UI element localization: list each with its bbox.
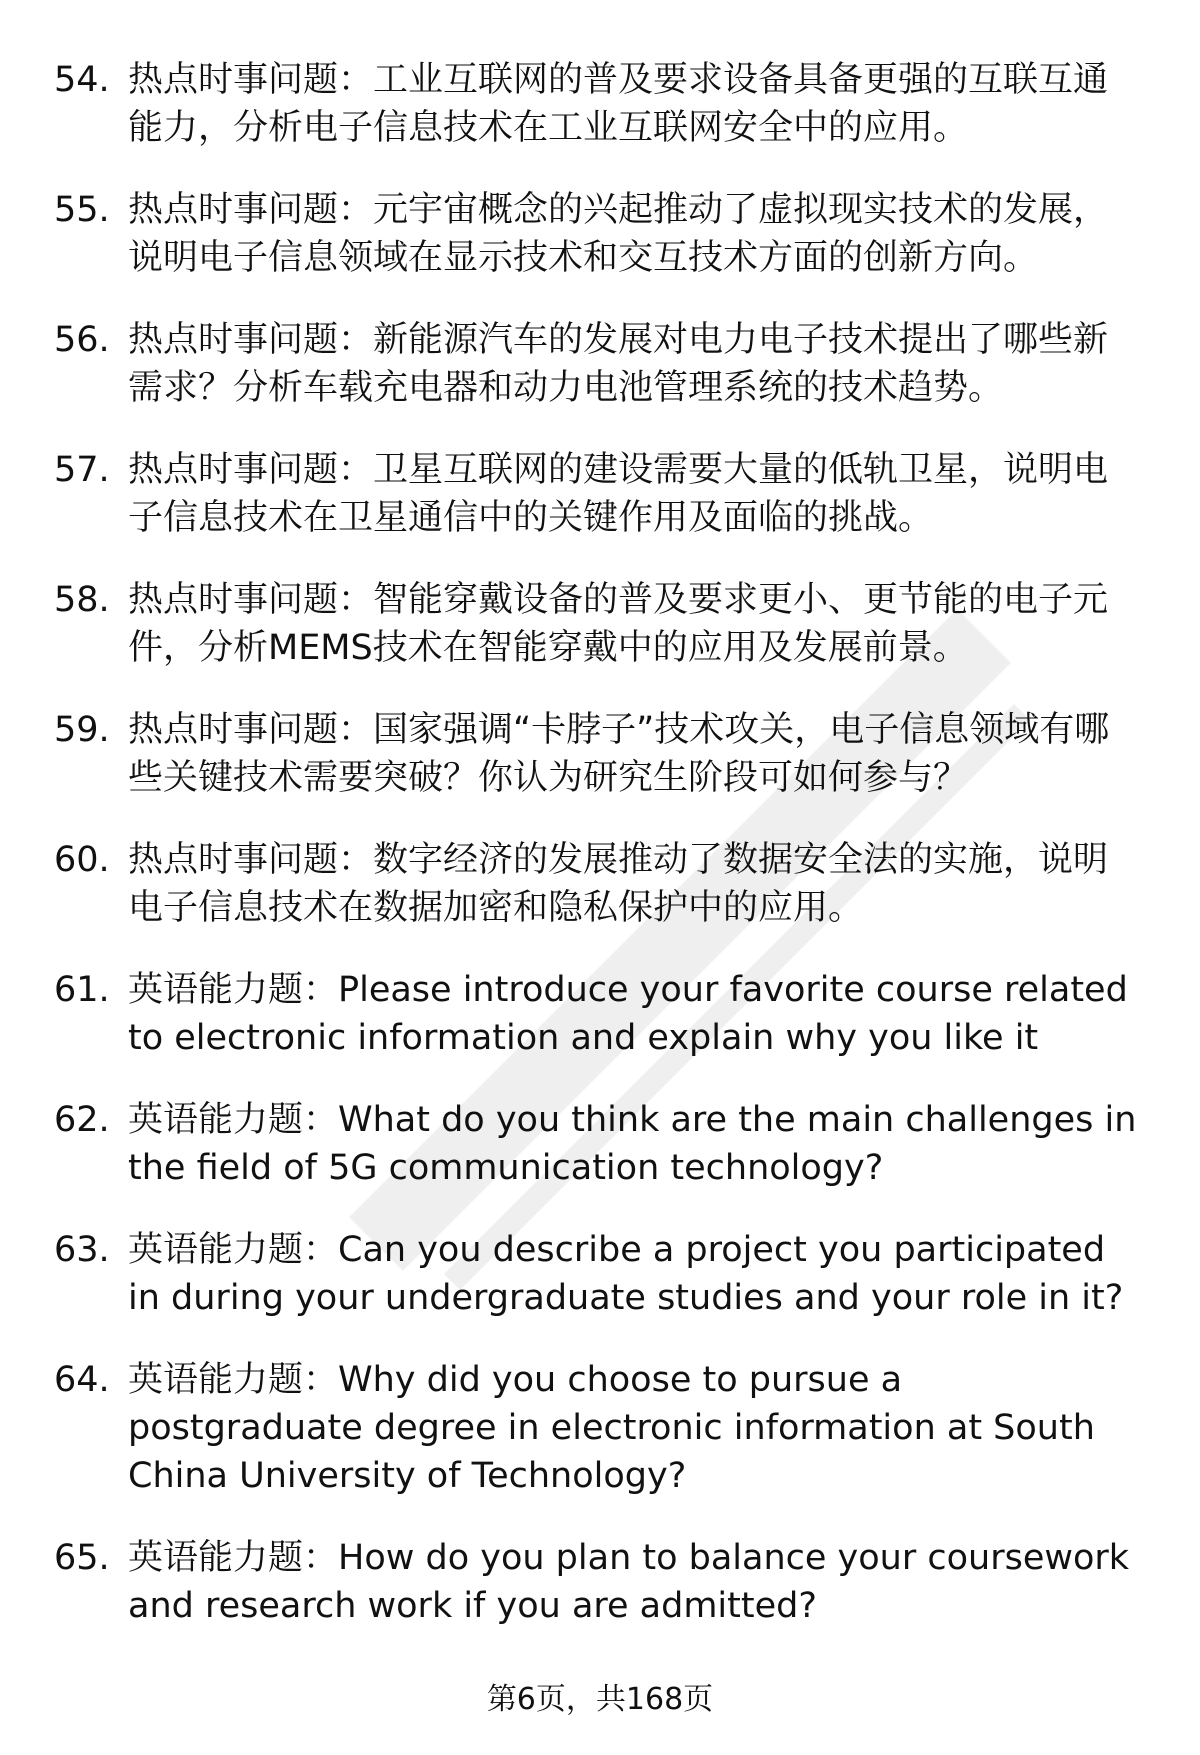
question-text: 热点时事问题：数字经济的发展推动了数据安全法的实施，说明电子信息技术在数据加密和隐私保护中的应用。 — [128, 840, 1109, 928]
question-number: 61. — [54, 970, 110, 1010]
question-number: 58. — [54, 580, 110, 620]
question-text: 英语能力题：Why did you choose to pursue a postgraduate degree in electronic information at South China University of Technology? — [128, 1360, 1095, 1496]
question-item — [54, 966, 1140, 1062]
question-item — [54, 446, 1140, 542]
question-item — [54, 1534, 1140, 1630]
question-number: 57. — [54, 450, 110, 490]
question-list — [54, 56, 1140, 1630]
question-item — [54, 316, 1140, 412]
question-text: 英语能力题：What do you think are the main challenges in the field of 5G communication technology? — [128, 1100, 1137, 1188]
question-item — [54, 836, 1140, 932]
question-item — [54, 576, 1140, 672]
question-number: 59. — [54, 710, 110, 750]
question-text: 热点时事问题：工业互联网的普及要求设备具备更强的互联互通能力，分析电子信息技术在工业互联网安全中的应用。 — [128, 60, 1109, 148]
question-item — [54, 56, 1140, 152]
page-footer: 第6页，共168页 — [486, 1682, 714, 1717]
question-number: 65. — [54, 1538, 110, 1578]
question-text: 热点时事问题：智能穿戴设备的普及要求更小、更节能的电子元件，分析MEMS技术在智能穿戴中的应用及发展前景。 — [128, 580, 1109, 668]
question-item — [54, 706, 1140, 802]
question-item — [54, 1096, 1140, 1192]
question-number: 54. — [54, 60, 110, 100]
question-text: 热点时事问题：新能源汽车的发展对电力电子技术提出了哪些新需求？分析车载充电器和动力电池管理系统的技术趋势。 — [128, 320, 1109, 408]
question-number: 55. — [54, 190, 110, 230]
question-text: 英语能力题：How do you plan to balance your coursework and research work if you are admitted? — [128, 1538, 1130, 1626]
question-text: 热点时事问题：卫星互联网的建设需要大量的低轨卫星，说明电子信息技术在卫星通信中的关键作用及面临的挑战。 — [128, 450, 1109, 538]
question-number: 62. — [54, 1100, 110, 1140]
question-text: 英语能力题：Can you describe a project you participated in during your undergraduate studies and your role in it? — [128, 1230, 1124, 1318]
question-item — [54, 186, 1140, 282]
question-text: 热点时事问题：元宇宙概念的兴起推动了虚拟现实技术的发展，说明电子信息领域在显示技术和交互技术方面的创新方向。 — [128, 190, 1109, 278]
question-text: 热点时事问题：国家强调“卡脖子”技术攻关，电子信息领域有哪些关键技术需要突破？你认为研究生阶段可如何参与？ — [128, 710, 1110, 798]
question-number: 56. — [54, 320, 110, 360]
question-item — [54, 1226, 1140, 1322]
question-text: 英语能力题：Please introduce your favorite course related to electronic information and explain why you like it — [128, 970, 1128, 1058]
question-number: 60. — [54, 840, 110, 880]
question-number: 64. — [54, 1360, 110, 1400]
question-number: 63. — [54, 1230, 110, 1270]
question-item — [54, 1356, 1140, 1500]
